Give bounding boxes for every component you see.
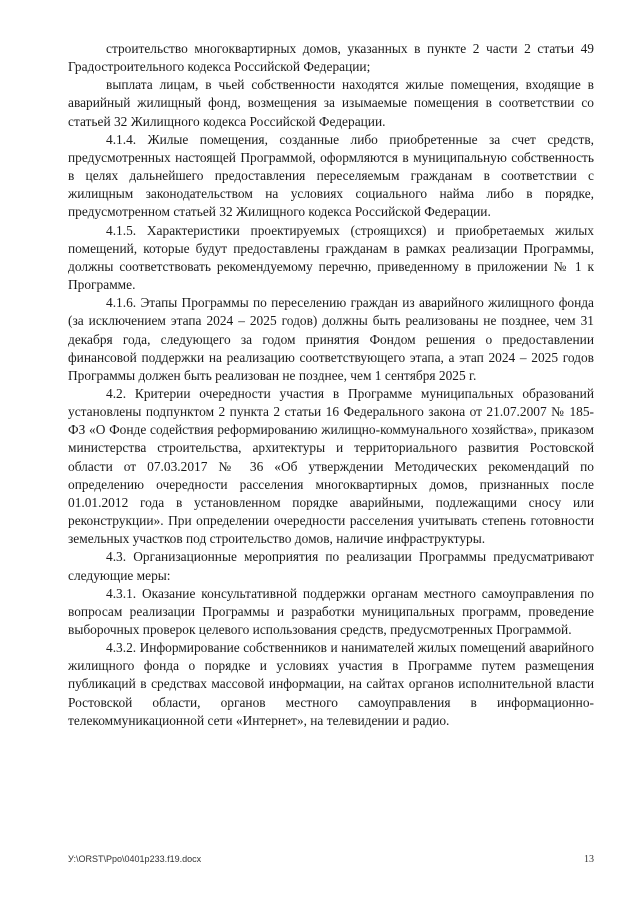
paragraph-4-3-1: 4.3.1. Оказание консультативной поддержки органам местного самоуправления по вопросам реализации Программы и разработки муниципальных программ, проведение выборочных проверок целевого использования средств, предусмотренных Программой.: [68, 585, 594, 637]
paragraph-4-1-5: 4.1.5. Характеристики проектируемых (строящихся) и приобретаемых жилых помещений, которые будут предоставлены гражданам в рамках реализации Программы, должны соответствовать рекомендуемому перечню, приведенному в приложении № 1 к Программе.: [68, 222, 594, 293]
page-number: 13: [584, 854, 594, 865]
paragraph-compensation: выплата лицам, в чьей собственности находятся жилые помещения, входящие в аварийный жилищный фонд, возмещения за изымаемые помещения в соответствии со статьей 32 Жилищного кодекса Российской Федерации.: [68, 77, 594, 129]
paragraph-4-3: 4.3. Организационные мероприятия по реализации Программы предусматривают следующие меры:: [68, 549, 594, 583]
paragraph-construction: строительство многоквартирных домов, указанных в пункте 2 части 2 статьи 49 Градостроительного кодекса Российской Федерации;: [68, 41, 594, 75]
paragraph-4-3-2: 4.3.2. Информирование собственников и нанимателей жилых помещений аварийного жилищного фонда о порядке и условиях участия в Программе путем размещения публикаций в средствах массовой информации, на сайтах органов исполнительной власти Ростовской области, органов местного самоуправления в информационно-телекоммуникационной сети «Интернет», на телевидении и радио.: [68, 640, 594, 728]
paragraph-4-1-6: 4.1.6. Этапы Программы по переселению граждан из аварийного жилищного фонда (за исключением этапа 2024 – 2025 годов) должны быть реализованы не позднее, чем 31 декабря года, следующего за годом принятия Фондом решения о предоставлении финансовой поддержки на реализацию соответствующего этапа, а этап 2024 – 2025 годов Программы должен быть реализован не позднее, чем 1 сентября 2025 г.: [68, 295, 594, 383]
document-body: [68, 40, 594, 730]
paragraph-4-2: 4.2. Критерии очередности участия в Программе муниципальных образований установлены подпунктом 2 пункта 2 статьи 16 Федерального закона от 21.07.2007 № 185-ФЗ «О Фонде содействия реформированию жилищно-коммунального хозяйства», приказом министерства строительства, архитектуры и территориального развития Ростовской области от 07.03.2017 № 36 «Об утверждении Методических рекомендаций по определению очередности расселения многоквартирных домов, признанных после 01.01.2012 года в установленном порядке аварийными, подлежащими сносу или реконструкции». При определении очередности расселения учитывать степень готовности земельных участков под строительство домов, наличие инфраструктуры.: [68, 385, 594, 547]
footer-file-path: У:\ORST\Ppo\0401p233.f19.docx: [68, 854, 202, 864]
paragraph-4-1-4: 4.1.4. Жилые помещения, созданные либо приобретенные за счет средств, предусмотренных настоящей Программой, оформляются в муниципальную собственность в целях дальнейшего предоставления переселяемым гражданам в соответствии с жилищным законодательством на условиях социального найма либо в порядке, предусмотренном статьей 32 Жилищного кодекса Российской Федерации.: [68, 131, 594, 220]
